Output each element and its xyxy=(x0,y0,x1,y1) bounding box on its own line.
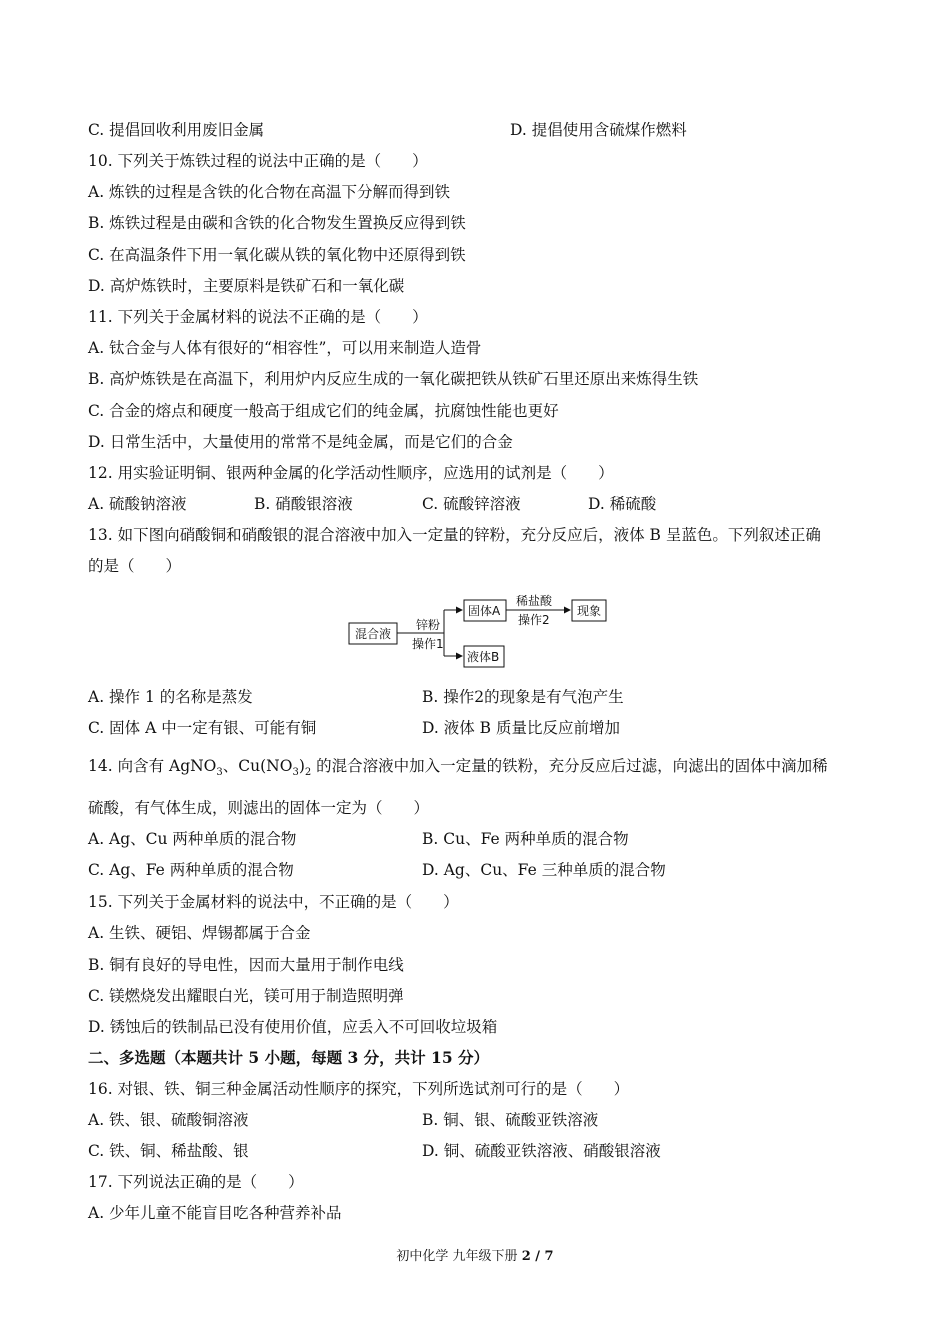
page-footer xyxy=(0,1245,950,1264)
q9-option-c: C. 提倡回收利用废旧金属 xyxy=(88,121,265,139)
q11-option-a: A. 钛合金与人体有很好的“相容性”，可以用来制造人造骨 xyxy=(88,339,482,357)
q16-stem: 16. 对银、铁、铜三种金属活动性顺序的探究，下列所选试剂可行的是（ ） xyxy=(88,1080,630,1098)
q14-option-c: C. Ag、Fe 两种单质的混合物 xyxy=(88,861,294,879)
q17-stem: 17. 下列说法正确的是（ ） xyxy=(88,1173,304,1191)
q14-stem-part: 、Cu(NO xyxy=(222,757,293,775)
footer-text: 初中化学 九年级下册 xyxy=(396,1249,522,1264)
op1-label: 操作1 xyxy=(412,637,444,651)
q12-option-d: D. 稀硫酸 xyxy=(588,495,657,513)
q14-option-d: D. Ag、Cu、Fe 三种单质的混合物 xyxy=(422,861,666,879)
q15-option-c: C. 镁燃烧发出耀眼白光，镁可用于制造照明弹 xyxy=(88,987,404,1005)
q17-option-a: A. 少年儿童不能盲目吃各种营养补品 xyxy=(88,1204,342,1222)
q16-option-b: B. 铜、银、硫酸亚铁溶液 xyxy=(422,1111,599,1129)
q13-options-row1 xyxy=(88,687,624,707)
q16-option-d: D. 铜、硫酸亚铁溶液、硝酸银溶液 xyxy=(422,1142,661,1160)
q14-options-row2 xyxy=(88,860,666,880)
q14-stem-part: 14. 向含有 AgNO xyxy=(88,757,217,775)
mix-label: 混合液 xyxy=(355,627,392,641)
q13-option-b: B. 操作2的现象是有气泡产生 xyxy=(422,688,624,706)
q15-option-b: B. 铜有良好的导电性，因而大量用于制作电线 xyxy=(88,956,404,974)
q16-options-row2 xyxy=(88,1141,661,1161)
q15-stem: 15. 下列关于金属材料的说法中，不正确的是（ ） xyxy=(88,893,459,911)
q14-option-b: B. Cu、Fe 两种单质的混合物 xyxy=(422,830,629,848)
q10-option-b: B. 炼铁过程是由碳和含铁的化合物发生置换反应得到铁 xyxy=(88,214,466,232)
page-number: 2 / 7 xyxy=(521,1249,554,1264)
q15-option-a: A. 生铁、硬铝、焊锡都属于合金 xyxy=(88,924,311,942)
q11-option-c: C. 合金的熔点和硬度一般高于组成它们的纯金属，抗腐蚀性能也更好 xyxy=(88,402,559,420)
section-2-heading: 二、多选题（本题共计 5 小题，每题 3 分，共计 15 分） xyxy=(88,1048,490,1067)
q13-option-d: D. 液体 B 质量比反应前增加 xyxy=(422,719,620,737)
q16-options-row1 xyxy=(88,1110,599,1130)
q9-options xyxy=(88,120,687,140)
q12-option-b: B. 硝酸银溶液 xyxy=(254,495,353,513)
zinc-label: 锌粉 xyxy=(416,618,441,632)
q14-sub: 3 xyxy=(292,767,299,779)
q10-stem: 10. 下列关于炼铁过程的说法中正确的是（ ） xyxy=(88,152,428,170)
solid-a-label: 固体A xyxy=(468,604,501,618)
q11-option-d: D. 日常生活中，大量使用的常常不是纯金属，而是它们的合金 xyxy=(88,433,513,451)
q10-option-a: A. 炼铁的过程是含铁的化合物在高温下分解而得到铁 xyxy=(88,183,451,201)
acid-label: 稀盐酸 xyxy=(516,594,553,608)
q14-stem-part: 的混合溶液中加入一定量的铁粉，充分反应后过滤，向滤出的固体中滴加稀 xyxy=(311,757,828,775)
q14-sub: 2 xyxy=(304,767,312,779)
liquid-b-label: 液体B xyxy=(467,650,500,664)
q10-option-d: D. 高炉炼铁时，主要原料是铁矿石和一氧化碳 xyxy=(88,277,405,295)
q16-option-a: A. 铁、银、硫酸铜溶液 xyxy=(88,1111,249,1129)
q14-stem-part: ) xyxy=(298,757,305,775)
q13-stem-line1: 13. 如下图向硝酸铜和硝酸银的混合溶液中加入一定量的锌粉，充分反应后，液体 B 呈蓝色。下列叙述正确 xyxy=(88,526,821,544)
phenomenon-label: 现象 xyxy=(577,604,602,618)
q15-option-d: D. 锈蚀后的铁制品已没有使用价值，应丢入不可回收垃圾箱 xyxy=(88,1018,498,1036)
q14-options-row1 xyxy=(88,829,629,849)
q13-option-c: C. 固体 A 中一定有银、可能有铜 xyxy=(88,719,317,737)
q13-options-row2 xyxy=(88,718,620,738)
q16-option-c: C. 铁、铜、稀盐酸、银 xyxy=(88,1142,249,1160)
q13-stem-line2: 的是（ ） xyxy=(88,557,182,575)
op2-label: 操作2 xyxy=(518,613,550,627)
q9-option-d: D. 提倡使用含硫煤作燃料 xyxy=(510,121,687,139)
q11-stem: 11. 下列关于金属材料的说法不正确的是（ ） xyxy=(88,308,428,326)
q14-sub: 3 xyxy=(216,767,223,779)
q14-option-a: A. Ag、Cu 两种单质的混合物 xyxy=(88,830,297,848)
q12-option-a: A. 硫酸钠溶液 xyxy=(88,495,187,513)
q13-option-a: A. 操作 1 的名称是蒸发 xyxy=(88,688,253,706)
q14-stem-line1 xyxy=(88,756,828,783)
q10-option-c: C. 在高温条件下用一氧化碳从铁的氧化物中还原得到铁 xyxy=(88,246,466,264)
q11-option-b: B. 高炉炼铁是在高温下，利用炉内反应生成的一氧化碳把铁从铁矿石里还原出来炼得生铁 xyxy=(88,370,699,388)
q12-option-c: C. 硫酸锌溶液 xyxy=(422,495,521,513)
q13-flow-diagram xyxy=(346,592,616,672)
q12-stem: 12. 用实验证明铜、银两种金属的化学活动性顺序，应选用的试剂是（ ） xyxy=(88,464,614,482)
q14-stem-line2: 硫酸，有气体生成，则滤出的固体一定为（ ） xyxy=(88,799,430,817)
